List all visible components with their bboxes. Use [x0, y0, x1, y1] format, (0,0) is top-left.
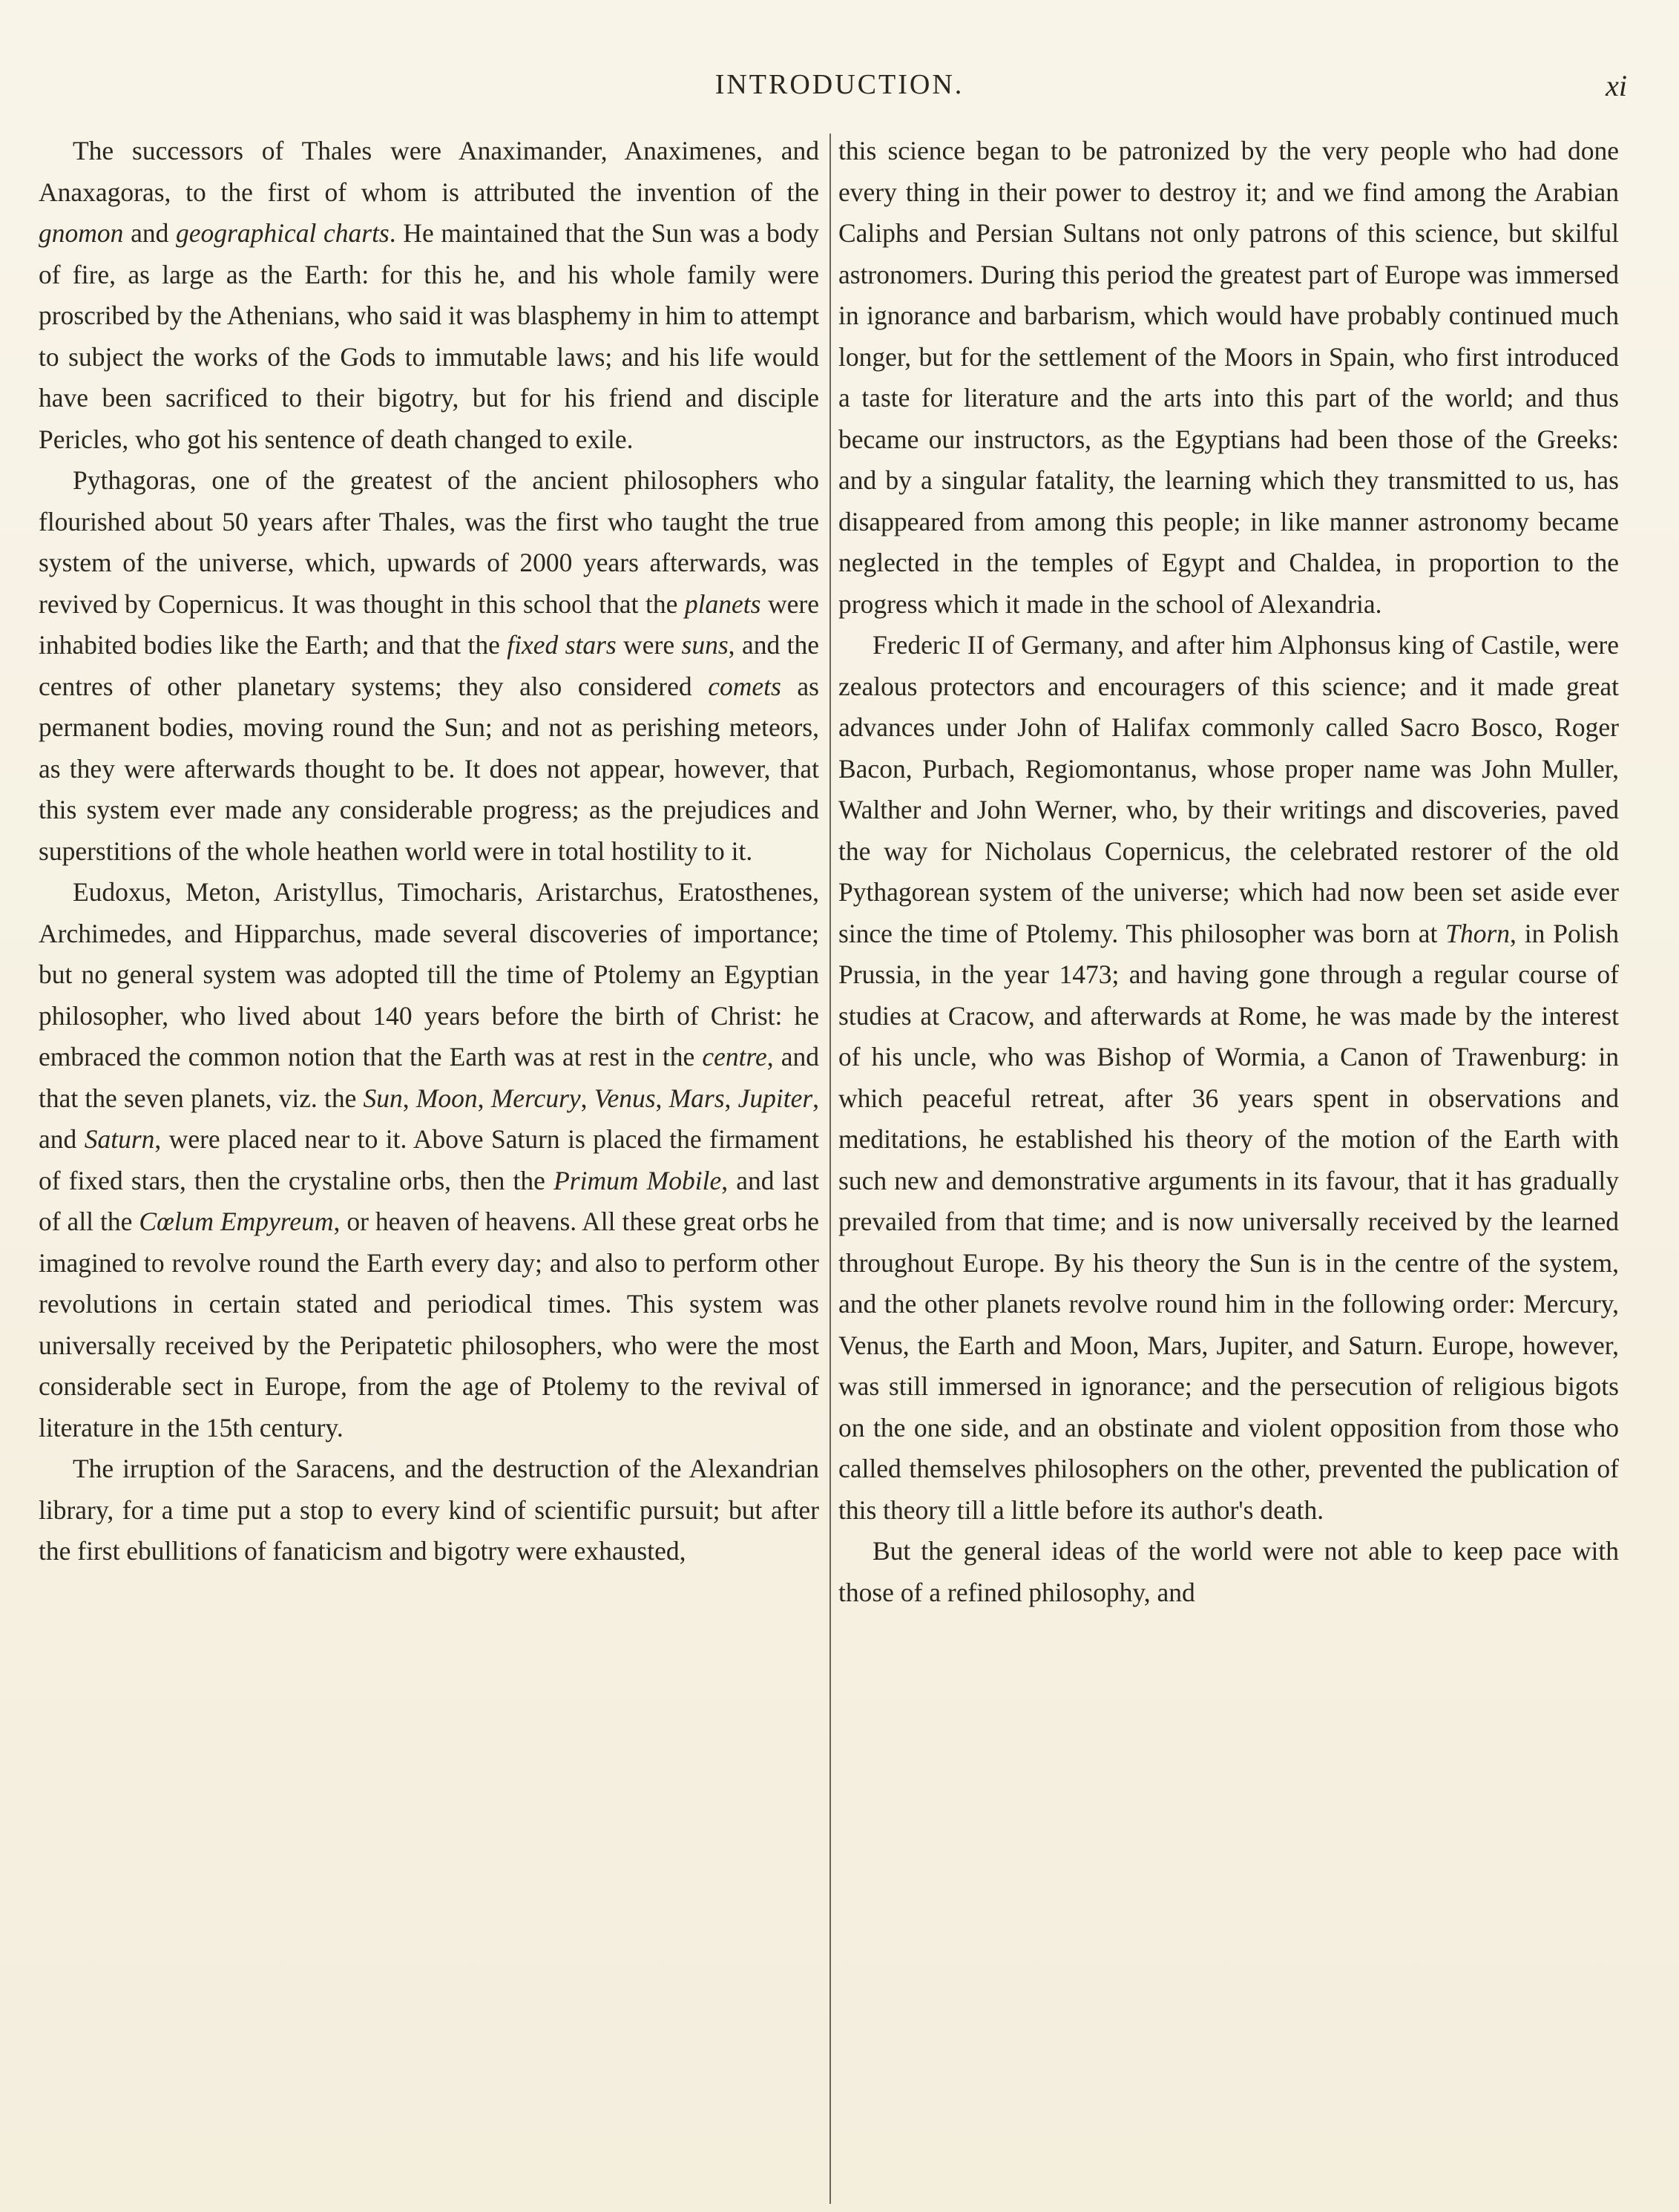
text-run: , and	[39, 1083, 820, 1154]
text-run: . He maintained that the Sun was a body of fire, as large as the Earth: for this he, and his whole family were proscribed by the Athenians, who said it was blasphemy in him to attempt to subject the works of the Gods to immutable laws; and his life would have been sacrificed to their bigotry, but for his friend and disciple Pericles, who got his sentence of death changed to exile.	[39, 218, 819, 454]
italic-term: Saturn	[84, 1124, 155, 1154]
italic-term: gnomon	[39, 218, 124, 248]
text-run: , were placed near to it. Above Saturn is placed the firmament of fixed stars, then the crystaline orbs, then the	[39, 1124, 819, 1195]
text-run: this science began to be patronized by the very people who had done every thing in their power to destroy it; and we find among the Arabian Caliphs and Persian Sultans not only patrons of this science, but skilful astronomers. During this period the greatest part of Europe was immersed in ignorance and barbarism, which would have probably continued much longer, but for the settlement of the Moors in Spain, who first introduced a taste for literature and the arts into this part of the world; and thus became our instructors, as the Egyptians had been those of the Greeks: and by a singular fatality, the learning which they transmitted to us, has disappeared from among this people; in like manner astronomy became neglected in the temples of Egypt and Chaldea, in proportion to the progress which it made in the school of Alexandria.	[838, 136, 1619, 619]
text-run: were	[616, 630, 682, 660]
text-run: ,	[477, 1083, 491, 1113]
italic-term: Cœlum Empyreum	[139, 1207, 334, 1236]
italic-term: fixed stars	[507, 630, 617, 660]
paragraph-thales-successors	[39, 131, 819, 460]
paragraph-ptolemy	[39, 872, 819, 1448]
text-run: ,	[580, 1083, 594, 1113]
italic-term: Jupiter	[737, 1083, 813, 1113]
left-column	[39, 131, 819, 1572]
italic-term: Sun	[363, 1083, 403, 1113]
text-run: , and the centres of other planetary systems; they also considered	[39, 630, 819, 701]
paragraph-general-ideas	[838, 1531, 1619, 1613]
italic-term: geographical charts	[176, 218, 390, 248]
text-run: Pythagoras, one of the greatest of the ancient philosophers who flourished about 50 years after Thales, was the first who taught the true system of the universe, which, upwards of 2000 years afterwards, was revived by Copernicus. It was thought in this school that the	[39, 465, 819, 619]
italic-term: centre	[702, 1042, 767, 1071]
text-run: ,	[402, 1083, 416, 1113]
text-run: , or heaven of heavens. All these great orbs he imagined to revolve round the Earth every day; and also to perform other revolutions in certain stated and periodical times. This system was universally received by the Peripatetic philosophers, who were the most considerable sect in Europe, from the age of Ptolemy to the revival of literature in the 15th century.	[39, 1207, 819, 1443]
italic-term: Venus	[594, 1083, 656, 1113]
italic-term: Mercury	[490, 1083, 581, 1113]
italic-term: Primum Mobile	[553, 1165, 722, 1195]
text-run: , in Polish Prussia, in the year 1473; and having gone through a regular course of studies at Cracow, and afterwards at Rome, he was made by the interest of his uncle, who was Bishop of Wormia, a Canon of Trawenburg: in which peaceful retreat, after 36 years spent in observations and meditations, he established his theory of the motion of the Earth with such new and demonstrative arguments in its favour, that it has gradually prevailed from that time; and is now universally received by the learned throughout Europe. By his theory the Sun is in the centre of the system, and the other planets revolve round him in the following order: Mercury, Venus, the Earth and Moon, Mars, Jupiter, and Saturn. Europe, however, was still immersed in ignorance; and the persecution of religious bigots on the one side, and an obstinate and violent opposition from those who called themselves philosophers on the other, prevented the publication of this theory till a little before its author's death.	[838, 918, 1619, 1525]
text-run: were inhabited bodies like the Earth; and that the	[39, 588, 819, 660]
italic-term: Thorn	[1445, 918, 1511, 948]
italic-term: Mars	[668, 1083, 725, 1113]
italic-term: Moon	[415, 1083, 478, 1113]
text-run: Frederic II of Germany, and after him Alphonsus king of Castile, were zealous protectors and encouragers of this science; and it made great advances under John of Halifax commonly called Sacro Bosco, Roger Bacon, Purbach, Regiomontanus, whose proper name was John Muller, Walther and John Werner, who, by their writings and discoveries, paved the way for Nicholaus Copernicus, the celebrated restorer of the old Pythagorean system of the universe; which had now been set aside ever since the time of Ptolemy. This philosopher was born at	[838, 630, 1619, 948]
text-run: ,	[724, 1083, 738, 1113]
page-title: INTRODUCTION.	[714, 69, 965, 100]
text-run: Eudoxus, Meton, Aristyllus, Timocharis, Aristarchus, Eratosthenes, Archimedes, and Hipparchus, made several discoveries of importance; but no general system was adopted till the time of Ptolemy an Egyptian philosopher, who lived about 140 years before the birth of Christ: he embraced the common notion that the Earth was at rest in the	[39, 877, 819, 1071]
text-run: But the general ideas of the world were not able to keep pace with those of a refined philosophy, and	[838, 1536, 1619, 1607]
paragraph-arabian-patrons	[838, 131, 1619, 625]
page-number: xi	[1606, 69, 1627, 102]
italic-term: planets	[684, 588, 761, 619]
text-run: , and that the seven planets, viz. the	[39, 1042, 819, 1113]
right-column	[838, 131, 1619, 1613]
running-head	[0, 68, 1679, 113]
column-divider	[829, 134, 831, 2204]
italic-term: comets	[708, 671, 781, 701]
text-run: The irruption of the Saracens, and the destruction of the Alexandrian library, for a time put a stop to every kind of scientific pursuit; but after the first ebullitions of fanaticism and bigotry were exhausted,	[39, 1454, 819, 1566]
text-run: The successors of Thales were Anaximander, Anaximenes, and Anaxagoras, to the first of whom is attributed the invention of the	[39, 136, 819, 207]
italic-term: suns	[681, 630, 729, 660]
text-run: as permanent bodies, moving round the Sun; and not as perishing meteors, as they were afterwards thought to be. It does not appear, however, that this system ever made any considerable progress; as the prejudices and superstitions of the whole heathen world were in total hostility to it.	[39, 671, 819, 866]
text-run: and	[123, 218, 177, 248]
text-run: ,	[655, 1083, 669, 1113]
paragraph-pythagoras	[39, 460, 819, 872]
text-run: , and last of all the	[39, 1165, 819, 1236]
paragraph-copernicus	[838, 625, 1619, 1531]
paragraph-saracens	[39, 1448, 819, 1572]
